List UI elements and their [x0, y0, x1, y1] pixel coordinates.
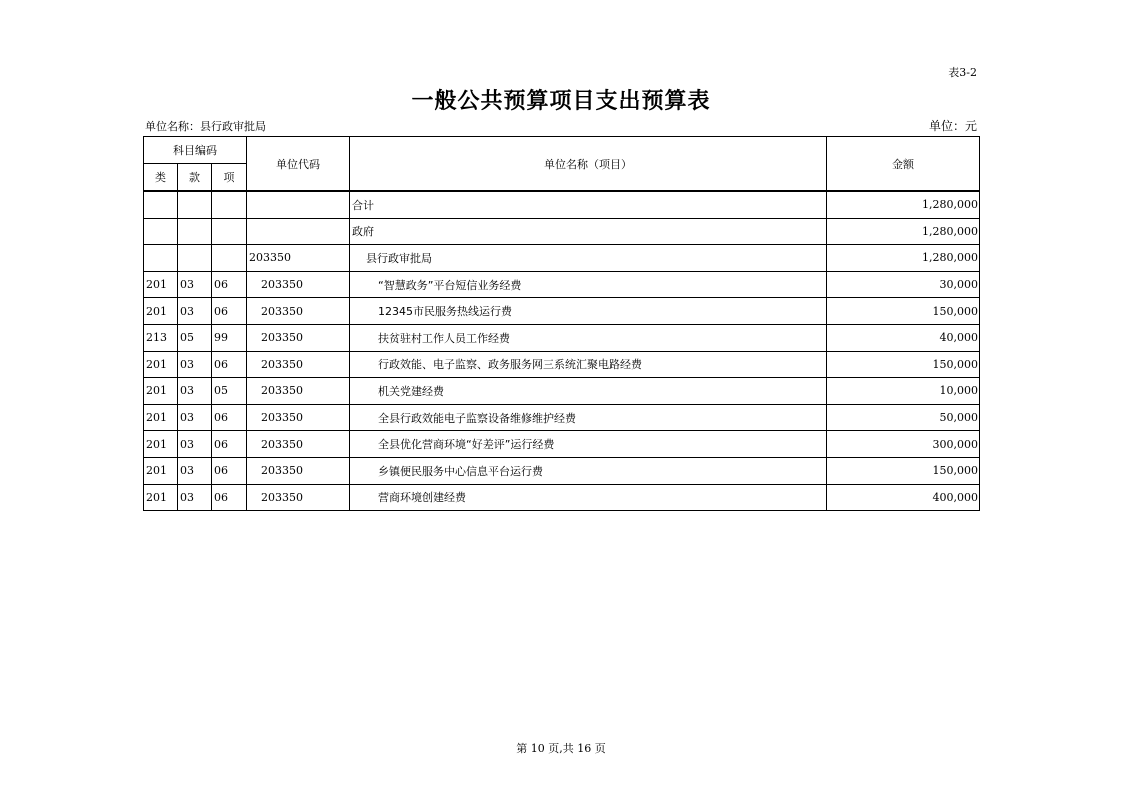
unit-name-cell: 全县优化营商环境“好差评”运行经费: [350, 431, 827, 458]
page-footer: 第 10 页,共 16 页: [516, 742, 606, 755]
unit-name-cell: 营商环境创建经费: [350, 484, 827, 511]
xiang-cell: 06: [212, 484, 247, 511]
unit-code-cell: 203350: [247, 351, 350, 378]
lei-cell: 213: [144, 324, 178, 351]
table-row: [144, 324, 980, 351]
amount-cell: 1,280,000: [827, 191, 980, 218]
xiang-cell: [212, 218, 247, 245]
xiang-cell: 06: [212, 404, 247, 431]
table-row: [144, 245, 980, 272]
unit-name-cell: 全县行政效能电子监察设备维修维护经费: [350, 404, 827, 431]
lei-cell: 201: [144, 298, 178, 325]
lei-cell: 201: [144, 351, 178, 378]
table-row: [144, 191, 980, 218]
kuan-cell: 03: [178, 431, 212, 458]
lei-cell: 201: [144, 457, 178, 484]
xiang-cell: 06: [212, 457, 247, 484]
lei-cell: 201: [144, 404, 178, 431]
unit-code-cell: 203350: [247, 298, 350, 325]
xiang-cell: 99: [212, 324, 247, 351]
unit-code-cell: 203350: [247, 431, 350, 458]
subject-code-header: 科目编码: [144, 137, 247, 164]
kuan-cell: 03: [178, 271, 212, 298]
xiang-cell: 06: [212, 271, 247, 298]
unit-name-cell: “智慧政务”平台短信业务经费: [350, 271, 827, 298]
kuan-cell: [178, 218, 212, 245]
budget-table: [143, 136, 980, 511]
amount-cell: 150,000: [827, 457, 980, 484]
xiang-cell: 06: [212, 431, 247, 458]
amount-cell: 1,280,000: [827, 218, 980, 245]
table-header: [144, 137, 980, 192]
unit-name-cell: 行政效能、电子监察、政务服务网三系统汇聚电路经费: [350, 351, 827, 378]
unit-name-cell: 扶贫驻村工作人员工作经费: [350, 324, 827, 351]
unit-code-cell: [247, 218, 350, 245]
amount-cell: 30,000: [827, 271, 980, 298]
kuan-cell: 03: [178, 484, 212, 511]
lei-cell: 201: [144, 378, 178, 405]
amount-cell: 1,280,000: [827, 245, 980, 272]
unit-name-cell: 合计: [350, 191, 827, 218]
lei-cell: 201: [144, 431, 178, 458]
unit-name-cell: 县行政审批局: [350, 245, 827, 272]
table-tag: 表3-2: [948, 66, 977, 79]
unit-code-cell: 203350: [247, 378, 350, 405]
kuan-cell: [178, 191, 212, 218]
unit-code-cell: 203350: [247, 271, 350, 298]
unit-name-cell: 12345市民服务热线运行费: [350, 298, 827, 325]
table-row: [144, 378, 980, 405]
kuan-cell: 03: [178, 378, 212, 405]
unit-code-cell: 203350: [247, 404, 350, 431]
lei-cell: [144, 218, 178, 245]
kuan-cell: 03: [178, 404, 212, 431]
kuan-cell: 03: [178, 351, 212, 378]
lei-cell: [144, 245, 178, 272]
unit-name-label: 单位名称：县行政审批局: [145, 120, 266, 133]
kuan-cell: 05: [178, 324, 212, 351]
unit-code-cell: 203350: [247, 245, 350, 272]
table-row: [144, 404, 980, 431]
kuan-cell: 03: [178, 457, 212, 484]
kuan-header: 款: [178, 164, 212, 192]
unit-code-cell: 203350: [247, 484, 350, 511]
unit-name-header: 单位名称（项目）: [350, 137, 827, 192]
page-title: 一般公共预算项目支出预算表: [411, 89, 711, 114]
lei-cell: 201: [144, 271, 178, 298]
xiang-cell: [212, 245, 247, 272]
lei-cell: 201: [144, 484, 178, 511]
unit-name-cell: 机关党建经费: [350, 378, 827, 405]
amount-cell: 400,000: [827, 484, 980, 511]
unit-code-cell: 203350: [247, 324, 350, 351]
table-row: [144, 484, 980, 511]
amount-cell: 150,000: [827, 351, 980, 378]
xiang-cell: 06: [212, 351, 247, 378]
lei-cell: [144, 191, 178, 218]
amount-header: 金额: [827, 137, 980, 192]
table-row: [144, 351, 980, 378]
unit-name-cell: 乡镇便民服务中心信息平台运行费: [350, 457, 827, 484]
xiang-cell: 05: [212, 378, 247, 405]
lei-header: 类: [144, 164, 178, 192]
xiang-header: 项: [212, 164, 247, 192]
table-row: [144, 431, 980, 458]
kuan-cell: [178, 245, 212, 272]
kuan-cell: 03: [178, 298, 212, 325]
amount-cell: 50,000: [827, 404, 980, 431]
table-body: [144, 191, 980, 511]
table-row: [144, 457, 980, 484]
unit-code-cell: 203350: [247, 457, 350, 484]
amount-cell: 40,000: [827, 324, 980, 351]
unit-code-cell: [247, 191, 350, 218]
table-row: [144, 298, 980, 325]
xiang-cell: 06: [212, 298, 247, 325]
table-row: [144, 271, 980, 298]
table-row: [144, 218, 980, 245]
unit-name-cell: 政府: [350, 218, 827, 245]
unit-code-header: 单位代码: [247, 137, 350, 192]
amount-cell: 150,000: [827, 298, 980, 325]
amount-cell: 300,000: [827, 431, 980, 458]
xiang-cell: [212, 191, 247, 218]
currency-unit-label: 单位：元: [928, 119, 977, 133]
amount-cell: 10,000: [827, 378, 980, 405]
